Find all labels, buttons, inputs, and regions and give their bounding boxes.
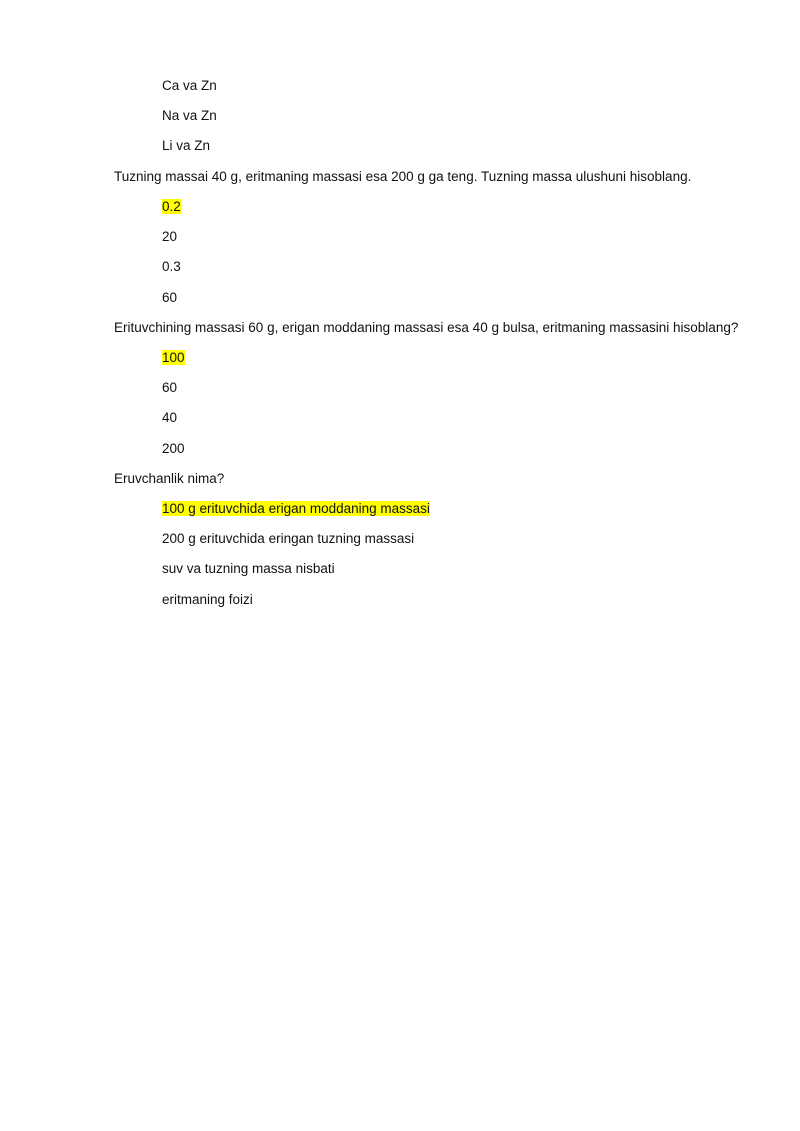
- answer-option-correct-wrap: [162, 500, 430, 518]
- answer-option: 200: [162, 441, 185, 456]
- answer-option: 40: [162, 410, 178, 425]
- answer-option: Na va Zn: [162, 108, 217, 123]
- answer-option-highlighted: 100: [162, 350, 185, 365]
- answer-option-correct-wrap: [162, 349, 185, 367]
- question-text: Tuzning massai 40 g, eritmaning massasi esa 200 g ga teng. Tuzning massa ulushuni hisoblang.: [114, 169, 692, 184]
- answer-option-correct-wrap: [162, 198, 181, 216]
- answer-option: Ca va Zn: [162, 78, 217, 93]
- answer-option: Li va Zn: [162, 138, 211, 153]
- answer-option: 20: [162, 229, 178, 244]
- answer-option: 0.3: [162, 259, 181, 274]
- answer-option-highlighted: 0.2: [162, 199, 181, 214]
- answer-option-highlighted: 100 g erituvchida erigan moddaning massasi: [162, 501, 430, 516]
- answer-option: eritmaning foizi: [162, 592, 253, 607]
- answer-option: 60: [162, 380, 178, 395]
- question-text: Eruvchanlik nima?: [114, 471, 225, 486]
- answer-option: 200 g erituvchida eringan tuzning massasi: [162, 531, 415, 546]
- answer-option: suv va tuzning massa nisbati: [162, 561, 335, 576]
- answer-option: 60: [162, 290, 178, 305]
- question-text: Erituvchining massasi 60 g, erigan moddaning massasi esa 40 g bulsa, eritmaning massasini hisoblang?: [114, 320, 739, 335]
